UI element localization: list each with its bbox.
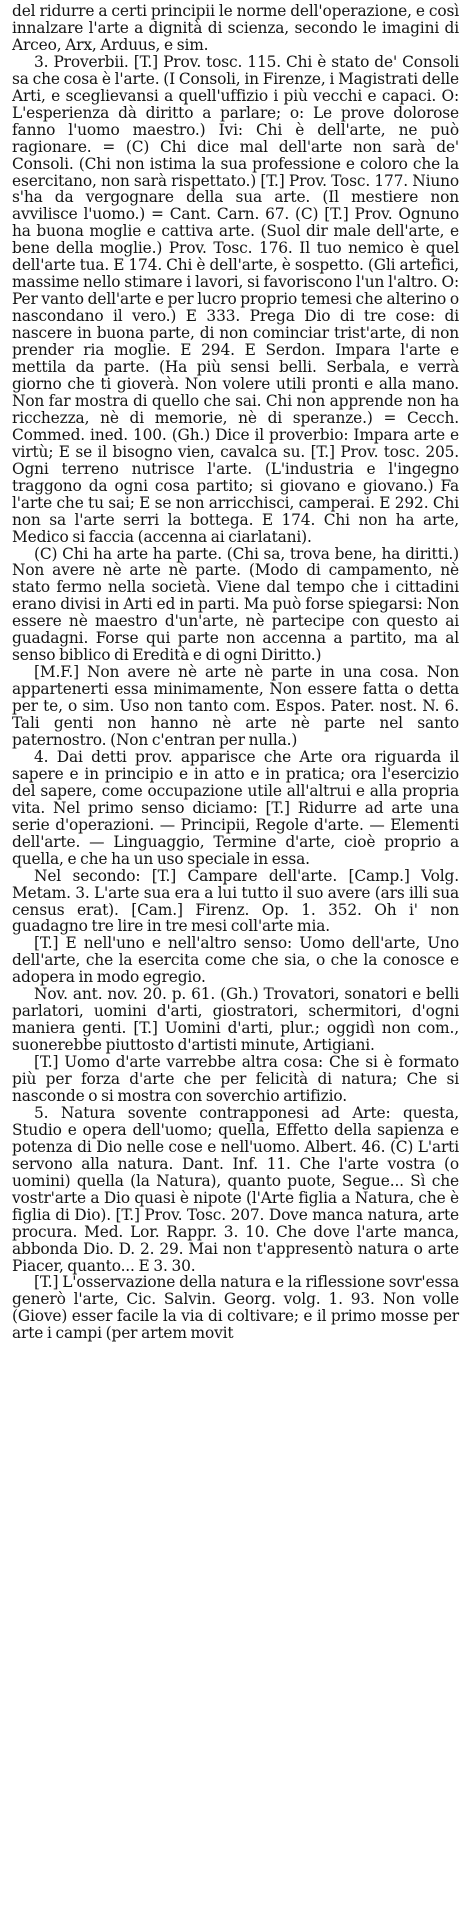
paragraph: Nov. ant. nov. 20. p. 61. (Gh.) Trovatori, sonatori e belli parlatori, uomini d'arti, giostratori, schermitori, d'ogni maniera genti. [T.] Uomini d'arti, plur.; oggidì non com., suonerebbe piuttosto d'artisti minute, Artigiani. xyxy=(12,985,459,1055)
paragraph: del ridurre a certi principii le norme dell'operazione, e così innalzare l'arte a dignità di scienza, secondo le imagini di Arceo, Arx, Arduus, e sim. xyxy=(12,2,459,54)
paragraph: (C) Chi ha arte ha parte. (Chi sa, trova bene, ha diritti.) Non avere nè arte nè parte. (Modo di campamento, nè stato fermo nella società. Viene dal tempo che i cittadini erano divisi in Arti ed in parti. Ma può forse spiegarsi: Non essere nè maestro d'un'arte, nè partecipe con questo ai guadagni. Forse qui parte non accenna a partito, ma al senso biblico di Eredità e di ogni Diritto.) xyxy=(12,544,459,665)
text-column xyxy=(12,3,459,1342)
paragraph: Nel secondo: [T.] Campare dell'arte. [Camp.] Volg. Metam. 3. L'arte sua era a lui tutto il suo avere (ars illi sua census erat). [Cam.] Firenz. Op. 1. 352. Oh i' non guadagno tre lire in tre mesi coll'arte mia. xyxy=(12,866,459,936)
paragraph: [M.F.] Non avere nè arte nè parte in una cosa. Non appartenerti essa minimamente, Non essere fatta o detta per te, o sim. Uso non tanto com. Espos. Pater. nost. N. 6. Tali genti non hanno nè arte nè parte nel santo paternostro. (Non c'entran per nulla.) xyxy=(12,663,459,749)
paragraph: 3. Proverbii. [T.] Prov. tosc. 115. Chi è stato de' Consoli sa che cosa è l'arte. (I Consoli, in Firenze, i Magistrati delle Arti, e sceglievansi a quell'uffizio i più vecchi e capaci. O: L'esperienza dà diritto a parlare; o: Le prove dolorose fanno l'uomo maestro.) Ivi: Chi è dell'arte, ne può ragionare. = (C) Chi dice mal dell'arte non sarà de' Consoli. (Chi non istima la sua professione e coloro che la esercitano, non sarà rispettato.) [T.] Prov. Tosc. 177. Niuno s'ha da vergognare della sua arte. (Il mestiere non avvilisce l'uomo.) = Cant. Carn. 67. (C) [T.] Prov. Ognuno ha buona moglie e cattiva arte. (Suol dir male dell'arte, e bene della moglie.) Prov. Tosc. 176. Il tuo nemico è quel dell'arte tua. E 174. Chi è dell'arte, è sospetto. (Gli artefici, massime nello stimare i lavori, si favoriscono l'un l'altro. O: Per vanto dell'arte e per lucro proprio temesi che alterino o nascondano il vero.) E 333. Prega Dio di tre cose: di nascere in buona parte, di non cominciar trist'arte, di non prender ria moglie. E 294. E Serdon. Impara l'arte e mettila da parte. (Ha più sensi belli. Serbala, e verrà giorno che ti gioverà. Non volere utili pronti e alla mano. Non far mostra di quello che sai. Chi non apprende non ha ricchezza, nè di memorie, nè di speranze.) = Cecch. Commed. ined. 100. (Gh.) Dice il proverbio: Impara arte e virtù; E se il bisogno vien, cavalca su. [T.] Prov. tosc. 205. Ogni terreno nutrisce l'arte. (L'industria e l'ingegno traggono da ogni cosa partito; si giovano e giovano.) Fa l'arte che tu sai; E se non arricchisci, camperai. E 292. Chi non sa l'arte serri la bottega. E 174. Chi non ha arte, Medico si faccia (accenna ai ciarlatani). xyxy=(12,52,459,546)
paragraph: 4. Dai detti prov. apparisce che Arte ora riguarda il sapere e in principio e in atto e in pratica; ora l'esercizio del sapere, come occupazione utile all'altrui e alla propria vita. Nel primo senso diciamo: [T.] Ridurre ad arte una serie d'operazioni. — Principii, Regole d'arte. — Elementi dell'arte. — Linguaggio, Termine d'arte, cioè proprio a quella, e che ha un uso speciale in essa. xyxy=(12,747,459,868)
paragraph: [T.] L'osservazione della natura e la riflessione sovr'essa generò l'arte, Cic. Salvin. Georg. volg. 1. 93. Non volle (Giove) esser facile la via di coltivare; e il primo mosse per arte i campi (per artem movit xyxy=(12,1273,459,1343)
paragraph: [T.] Uomo d'arte varrebbe altra cosa: Che si è formato più per forza d'arte che per felicità di natura; Che si nasconde o si mostra con soverchio artifizio. xyxy=(12,1053,459,1105)
paragraph: 5. Natura sovente contrapponesi ad Arte: questa, Studio e opera dell'uomo; quella, Effetto della sapienza e potenza di Dio nelle cose e nell'uomo. Albert. 46. (C) L'arti servono alla natura. Dant. Inf. 11. Che l'arte vostra (o uomini) quella (la Natura), quanto puote, Segue... Sì che vostr'arte a Dio quasi è nipote (l'Arte figlia a Natura, che è figlia di Dio). [T.] Prov. Tosc. 207. Dove manca natura, arte procura. Med. Lor. Rappr. 3. 10. Che dove l'arte manca, abbonda Dio. D. 2. 29. Mai non t'appresentò natura o arte Piacer, quanto... E 3. 30. xyxy=(12,1103,459,1275)
paragraph: [T.] E nell'uno e nell'altro senso: Uomo dell'arte, Uno dell'arte, che la esercita come che sia, o che la conosce e adopera in modo egregio. xyxy=(12,934,459,987)
